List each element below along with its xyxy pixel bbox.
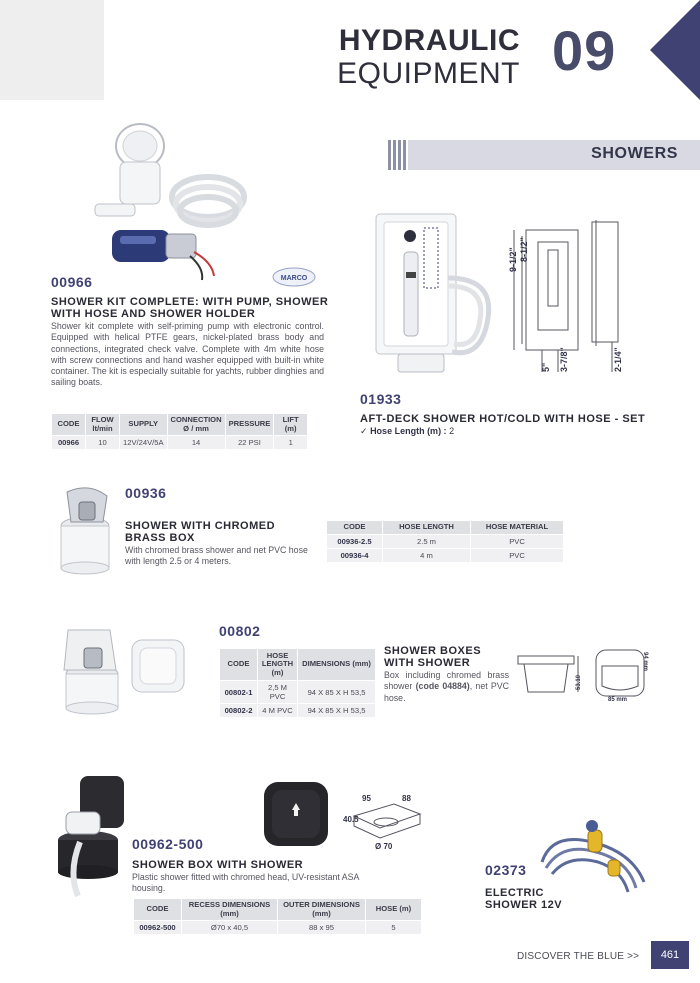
product-code-00802: 00802: [219, 623, 261, 639]
product-desc-00962-500: Plastic shower fitted with chromed head, UV-resistant ASA housing.: [132, 872, 359, 894]
product-title-00802-line1: SHOWER BOXES: [384, 645, 482, 657]
table-cell: 94 X 85 X H 53,5: [298, 704, 376, 718]
table-cell: 4 M PVC: [258, 704, 298, 718]
col-header: RECESS DIMENSIONS (mm): [182, 899, 278, 921]
product-code-01933: 01933: [360, 391, 402, 407]
table-cell: 14: [167, 436, 225, 450]
table-cell: 00802-2: [220, 704, 258, 718]
spec-table-00936: [326, 520, 564, 563]
dim-95: 95: [362, 794, 371, 803]
chromed-brass-box-image: [55, 484, 121, 576]
product-title-02373-line2: SHOWER 12V: [485, 899, 563, 911]
product-code-02373: 02373: [485, 862, 527, 878]
dim-3-7-8: 3-7/8": [559, 347, 569, 372]
product-title-00936-line1: SHOWER WITH CHROMED: [125, 520, 276, 532]
product-code-00936: 00936: [125, 485, 167, 501]
checkmark-icon: ✓: [360, 426, 368, 436]
table-header-row: [327, 521, 564, 535]
table-header-row: [52, 414, 308, 436]
dim-94-mm: 94 mm: [642, 652, 648, 672]
black-shower-box-image: [52, 772, 128, 898]
desc-part: Box including chromed brass shower: [384, 670, 509, 692]
col-header: PRESSURE: [225, 414, 274, 436]
aft-deck-shower-image: [368, 208, 498, 380]
product-title-00802-line2: WITH SHOWER: [384, 657, 471, 669]
table-row: [220, 681, 376, 704]
hose-length-label: Hose Length (m) :: [370, 426, 447, 436]
table-cell: 4 m: [383, 548, 471, 562]
table-cell: 94 X 85 X H 53,5: [298, 681, 376, 704]
product-code-00966: 00966: [51, 274, 93, 290]
product-code-00962-500: 00962-500: [132, 836, 204, 852]
table-cell: PVC: [471, 534, 564, 548]
product-title-00936-line2: BRASS BOX: [125, 532, 195, 544]
desc-part: , net PVC hose.: [384, 681, 510, 703]
dim-2-1-4: 2-1/4": [613, 347, 623, 372]
table-cell: 22 PSI: [225, 436, 274, 450]
product-title-01933: AFT-DECK SHOWER HOT/COLD WITH HOSE - SET: [360, 413, 646, 425]
table-header-row: [220, 649, 376, 681]
table-cell: PVC: [471, 548, 564, 562]
product-title-00966-line2: WITH HOSE AND SHOWER HOLDER: [51, 308, 256, 320]
col-header: HOSE LENGTH: [383, 521, 471, 535]
spec-table-00962-500: [133, 898, 422, 935]
marco-logo: [270, 264, 318, 288]
table-cell: 12V/24V/5A: [120, 436, 168, 450]
col-header: OUTER DIMENSIONS (mm): [278, 899, 366, 921]
col-header: HOSE (m): [366, 899, 422, 921]
dim-8-1-2: 8-1/2": [519, 237, 529, 262]
col-header: HOSE LENGTH (m): [258, 649, 298, 681]
col-header: LIFT (m): [274, 414, 308, 436]
table-cell: 2.5 m: [383, 534, 471, 548]
page-title-line2: EQUIPMENT: [337, 57, 520, 90]
section-band: [388, 140, 700, 170]
section-stripes: [388, 140, 408, 170]
product-title-00962-500: SHOWER BOX WITH SHOWER: [132, 859, 304, 871]
black-shower-box-front-image: [260, 778, 332, 850]
dim-o-70: Ø 70: [375, 842, 393, 851]
chapter-arrow-icon: [648, 0, 700, 100]
product-title-02373-line1: ELECTRIC: [485, 887, 544, 899]
table-cell: 00936-2.5: [327, 534, 383, 548]
dim-53-10: 53.10: [576, 674, 582, 690]
page-title-line1: HYDRAULIC: [338, 24, 520, 57]
table-cell: 5: [366, 921, 422, 935]
chapter-number: 09: [552, 19, 617, 82]
table-row: [220, 704, 376, 718]
col-header: CONNECTION Ø / mm: [167, 414, 225, 436]
brand-logo-text: MARCO: [280, 275, 308, 282]
col-header: SUPPLY: [120, 414, 168, 436]
table-cell: 00802-1: [220, 681, 258, 704]
table-cell: 00966: [52, 436, 86, 450]
table-cell: 88 x 95: [278, 921, 366, 935]
dim-85-mm: 85 mm: [608, 697, 628, 703]
shower-kit-image: [90, 112, 250, 282]
footer-tagline: DISCOVER THE BLUE >>: [517, 951, 640, 962]
table-cell: Ø70 x 40,5: [182, 921, 278, 935]
col-header: DIMENSIONS (mm): [298, 649, 376, 681]
product-title-00936: [125, 520, 315, 544]
table-cell: 00962-500: [134, 921, 182, 935]
table-row: [52, 436, 308, 450]
spec-table-00966: [51, 413, 308, 450]
table-cell: 10: [86, 436, 120, 450]
table-header-row: [134, 899, 422, 921]
col-header: FLOW lt/min: [86, 414, 120, 436]
shower-box-side-drawing: [512, 648, 584, 704]
product-title-02373: [485, 887, 605, 911]
dim-40-5: 40.5: [343, 815, 359, 824]
product-title-00966-line1: SHOWER KIT COMPLETE: WITH PUMP, SHOWER: [51, 296, 329, 308]
electric-shower-image: [532, 812, 664, 898]
product-title-00966: [51, 296, 331, 320]
table-row: [327, 534, 564, 548]
dim-5: 5": [541, 362, 551, 372]
hose-length-spec: [360, 426, 454, 437]
col-header: HOSE MATERIAL: [471, 521, 564, 535]
section-label: SHOWERS: [591, 145, 678, 162]
col-header: CODE: [52, 414, 86, 436]
spec-table-00802: [219, 648, 376, 718]
shower-boxes-image: [60, 624, 192, 720]
product-desc-00966: Shower kit complete with self-priming pump with electronic control. Equipped with helical PTFE gears, nickel-plated brass body and connections, integrated check valve. Complete with 4m white hose with screw connections and hand washer equipped with built-in white container. The kit is especially suitable for yachts, rubber dinghies and sailing boats.: [51, 321, 324, 388]
product-desc-00936: With chromed brass shower and net PVC hose with length 2.5 or 4 meters.: [125, 545, 308, 567]
hose-length-value: 2: [449, 426, 455, 436]
col-header: CODE: [220, 649, 258, 681]
page-number: 461: [651, 941, 689, 969]
desc-code: (code 04884): [415, 681, 470, 692]
table-row: [134, 921, 422, 935]
dim-9-1-2: 9-1/2": [508, 247, 518, 272]
corner-decoration: [0, 0, 104, 100]
table-cell: 1: [274, 436, 308, 450]
col-header: CODE: [134, 899, 182, 921]
table-row: [327, 548, 564, 562]
dim-88: 88: [402, 794, 411, 803]
product-desc-00802: [384, 670, 509, 704]
table-cell: 2,5 M PVC: [258, 681, 298, 704]
table-cell: 00936-4: [327, 548, 383, 562]
product-title-00802: [384, 645, 514, 669]
col-header: CODE: [327, 521, 383, 535]
